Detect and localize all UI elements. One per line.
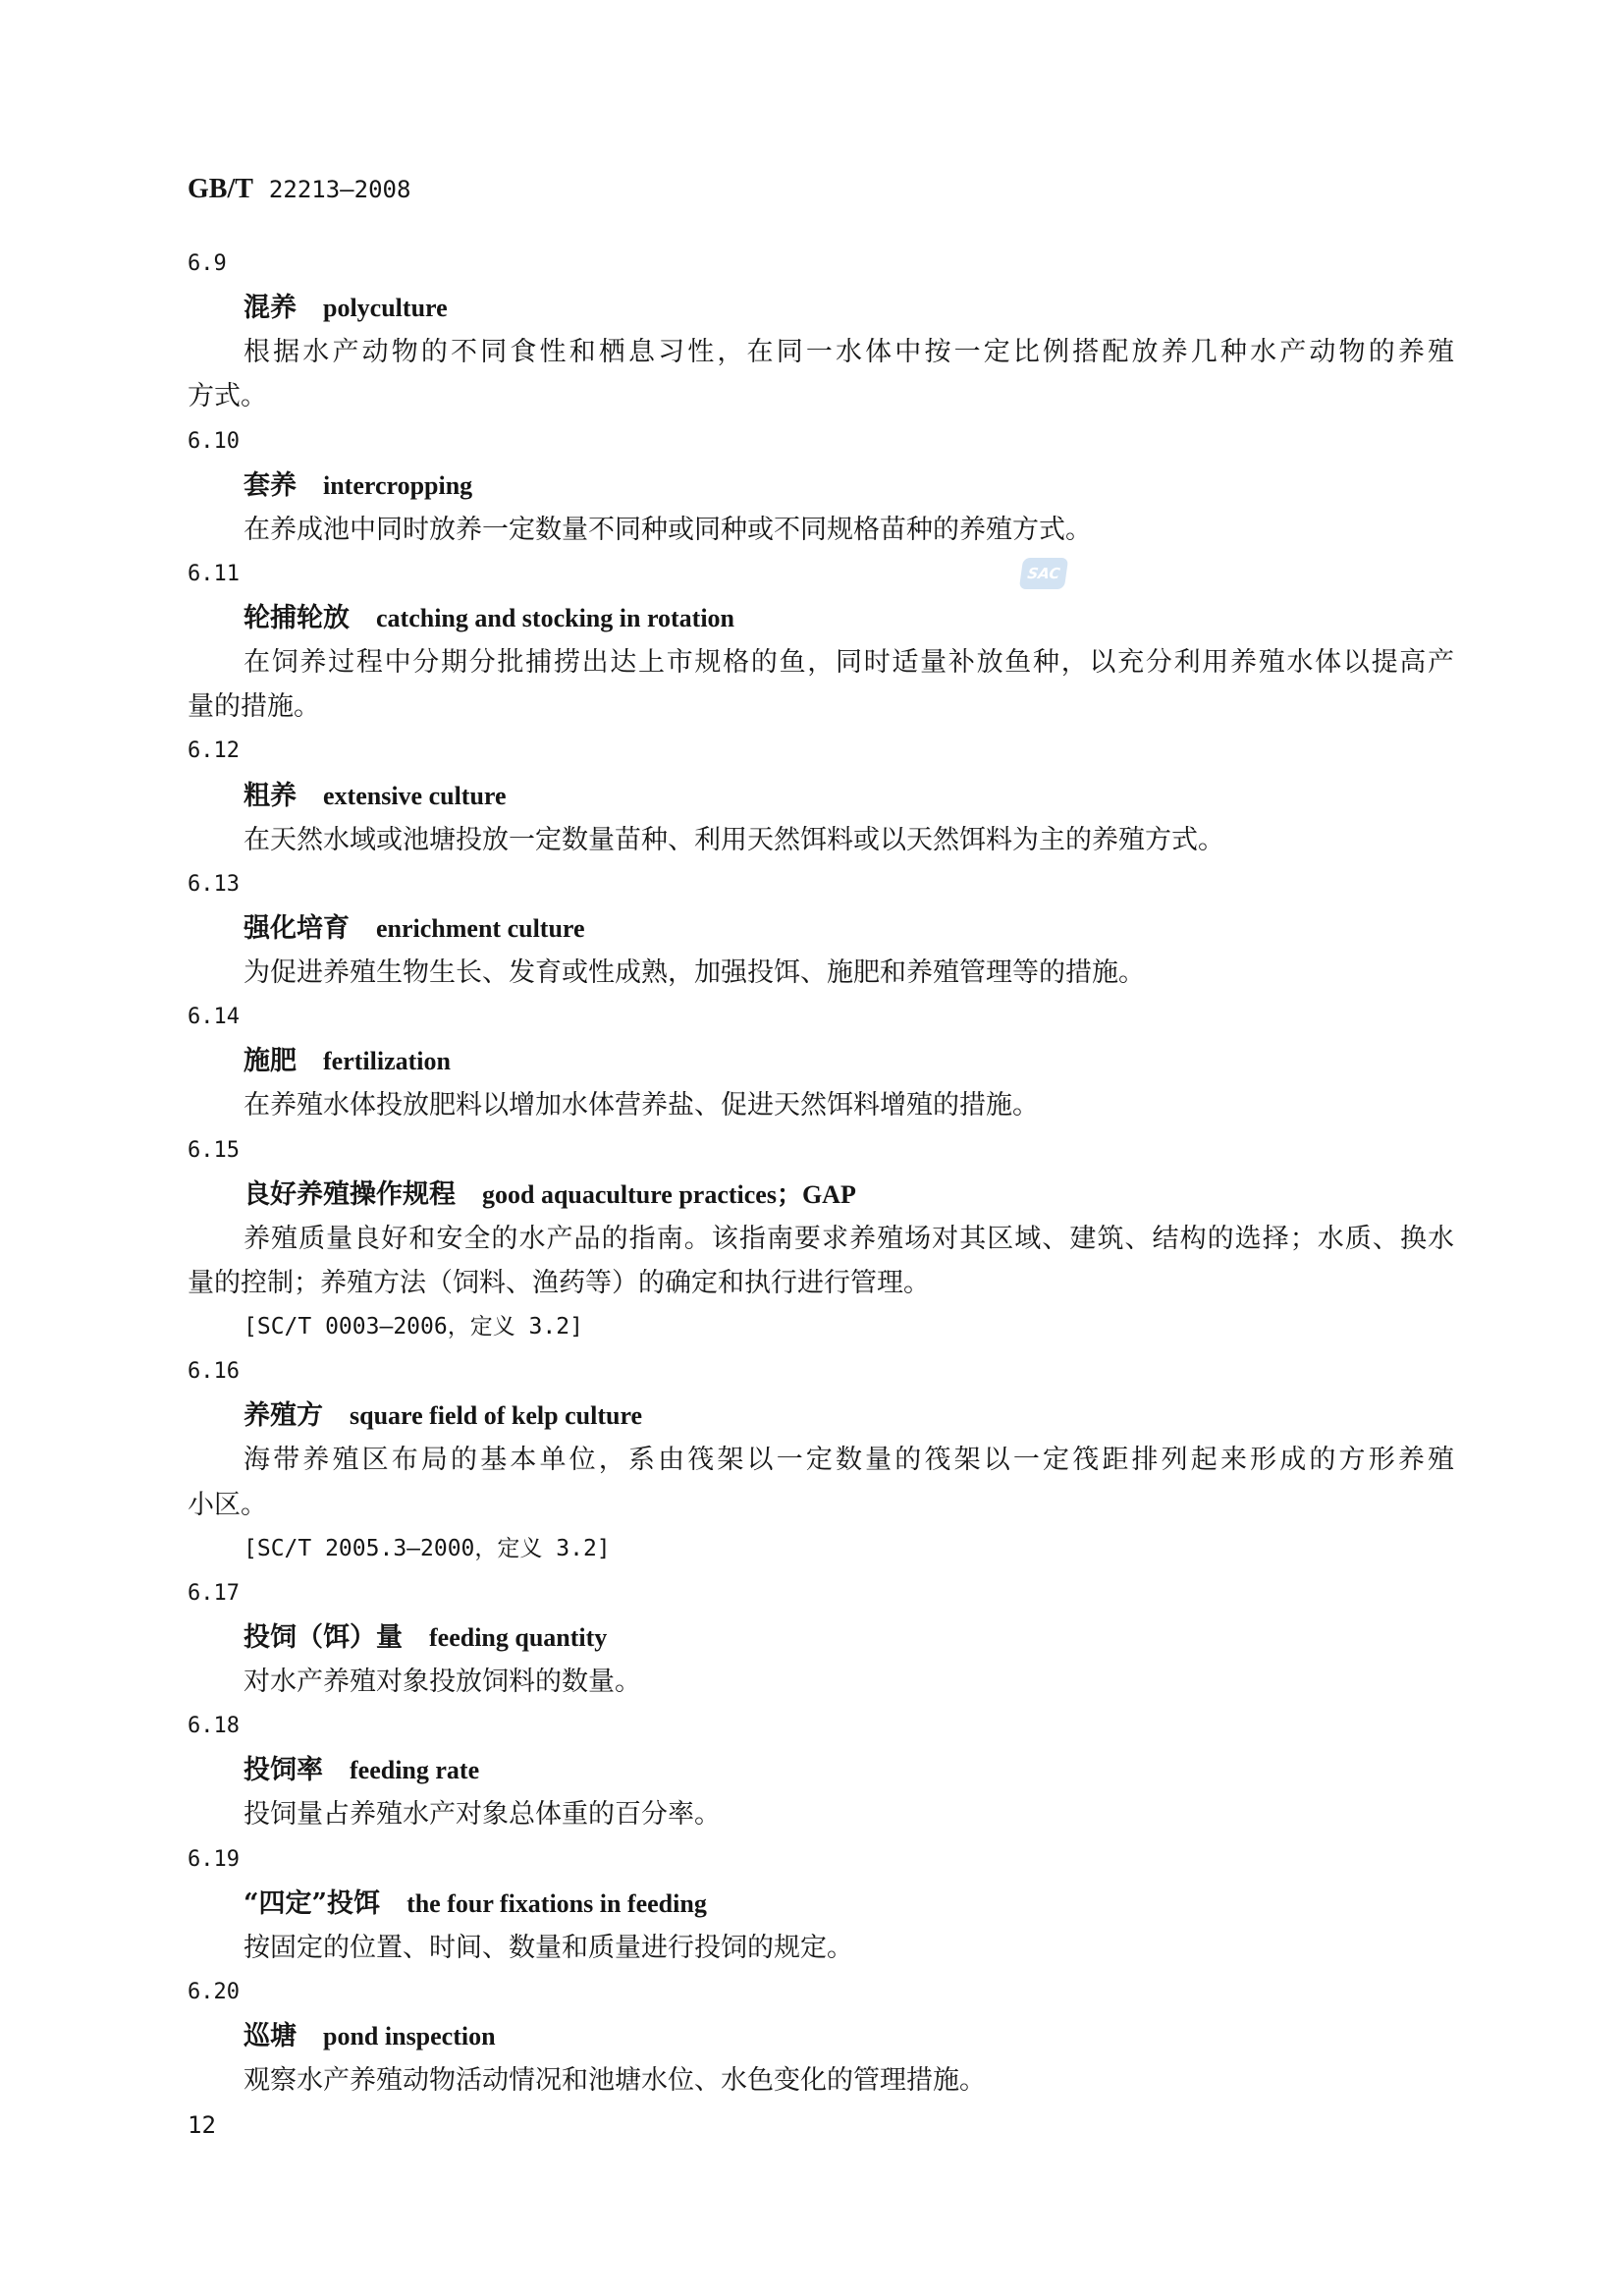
source-reference: [SC/T 0003—2006，定义 3.2] [244,1314,583,1339]
section-number: 6.20 [188,1979,240,2004]
term-english: square field of kelp culture [350,1401,643,1431]
term-chinese: 粗养 [244,780,297,811]
term-heading [188,1039,1454,1083]
section-number: 6.19 [188,1846,240,1872]
definition-line: 方式。 [188,381,267,412]
term-heading [188,1615,1454,1660]
section-number: 6.16 [188,1359,240,1385]
term-english: the four fixations in feeding [406,1888,707,1918]
section-number: 6.15 [188,1137,240,1163]
term-heading [188,906,1454,951]
term-english: feeding rate [350,1756,480,1785]
term-english: pond inspection [323,2022,496,2050]
term-entry [188,1571,1454,1704]
term-heading [188,1882,1454,1926]
term-entry [188,242,1454,419]
section-number: 6.12 [188,738,240,764]
section-number: 6.13 [188,871,240,897]
term-entry [188,862,1454,995]
sac-watermark-logo: SAC [1019,558,1068,589]
definition-line: 观察水产养殖动物活动情况和池塘水位、水色变化的管理措施。 [244,2065,986,2097]
definition-line: 对水产养殖对象投放饲料的数量。 [244,1667,641,1697]
definition-line: 根据水产动物的不同食性和栖息习性，在同一水体中按一定比例搭配放养几种水产动物的养殖 [244,337,1454,368]
term-heading [188,1394,1454,1438]
section-number: 6.11 [188,561,240,586]
definition-line: 海带养殖区布局的基本单位，系由筏架以一定数量的筏架以一定筏距排列起来形成的方形养殖 [244,1445,1454,1476]
section-number: 6.17 [188,1580,240,1606]
definition-line: 量的控制；养殖方法（饲料、渔药等）的确定和执行进行管理。 [188,1267,930,1298]
term-heading [188,2014,1454,2058]
definition-line: 量的措施。 [188,691,320,723]
term-entry [188,1128,1454,1350]
section-number: 6.9 [188,251,227,276]
document-header [188,167,410,211]
term-entry [188,552,1454,730]
term-entry [188,419,1454,552]
term-chinese: 巡塘 [244,2021,297,2051]
term-chinese: 施肥 [244,1046,297,1077]
term-entry [188,729,1454,861]
term-chinese: 强化培育 [244,912,350,944]
term-entry [188,995,1454,1127]
term-chinese: 养殖方 [244,1400,323,1432]
term-entry [188,1704,1454,1836]
term-heading [188,1173,1454,1217]
term-chinese: 套养 [244,469,297,501]
page-number: 12 [188,2111,216,2139]
definition-line: 养殖质量良好和安全的水产品的指南。该指南要求养殖场对其区域、建筑、结构的选择；水质、换水 [244,1223,1454,1254]
term-english: enrichment culture [376,913,585,943]
term-english: catching and stocking in rotation [376,604,735,632]
term-english: good aquaculture practices；GAP [482,1179,856,1209]
source-reference: [SC/T 2005.3—2000，定义 3.2] [244,1535,611,1561]
term-chinese: 轮捕轮放 [244,603,350,633]
term-chinese: 投饲率 [244,1755,323,1786]
term-english: extensive culture [323,781,507,810]
term-entries [188,242,1454,2103]
term-chinese: 良好养殖操作规程 [244,1178,456,1210]
standard-number: 22213—2008 [268,176,411,203]
term-english: feeding quantity [429,1622,608,1652]
term-chinese: 混养 [244,293,297,324]
definition-line: 在养殖水体投放肥料以增加水体营养盐、促进天然饵料增殖的措施。 [244,1090,1039,1121]
term-english: intercropping [323,470,473,500]
definition-line: 小区。 [188,1489,267,1520]
section-number: 6.18 [188,1714,240,1739]
term-chinese: “四定”投饵 [244,1887,381,1919]
term-entry [188,1349,1454,1571]
term-english: polyculture [323,294,448,323]
standard-code: GB/T [188,174,253,204]
definition-line: 投饲量占养殖水产对象总体重的百分率。 [244,1799,721,1831]
section-number: 6.14 [188,1005,240,1030]
definition-line: 为促进养殖生物生长、发育或性成熟，加强投饵、施肥和养殖管理等的措施。 [244,957,1145,988]
definition-line: 按固定的位置、时间、数量和质量进行投饲的规定。 [244,1932,853,1963]
term-heading [188,286,1454,330]
section-number: 6.10 [188,428,240,454]
term-heading [188,1748,1454,1792]
definition-line: 在天然水域或池塘投放一定数量苗种、利用天然饵料或以天然饵料为主的养殖方式。 [244,824,1224,855]
term-heading [188,774,1454,818]
term-heading [188,596,1454,640]
definition-line: 在饲养过程中分期分批捕捞出达上市规格的鱼，同时适量补放鱼种，以充分利用养殖水体以提高产 [244,647,1454,679]
term-english: fertilization [323,1047,451,1076]
term-heading [188,464,1454,508]
term-chinese: 投饲（饵）量 [244,1621,403,1653]
term-entry [188,1970,1454,2103]
definition-line: 在养成池中同时放养一定数量不同种或同种或不同规格苗种的养殖方式。 [244,514,1092,545]
term-entry [188,1837,1454,1970]
